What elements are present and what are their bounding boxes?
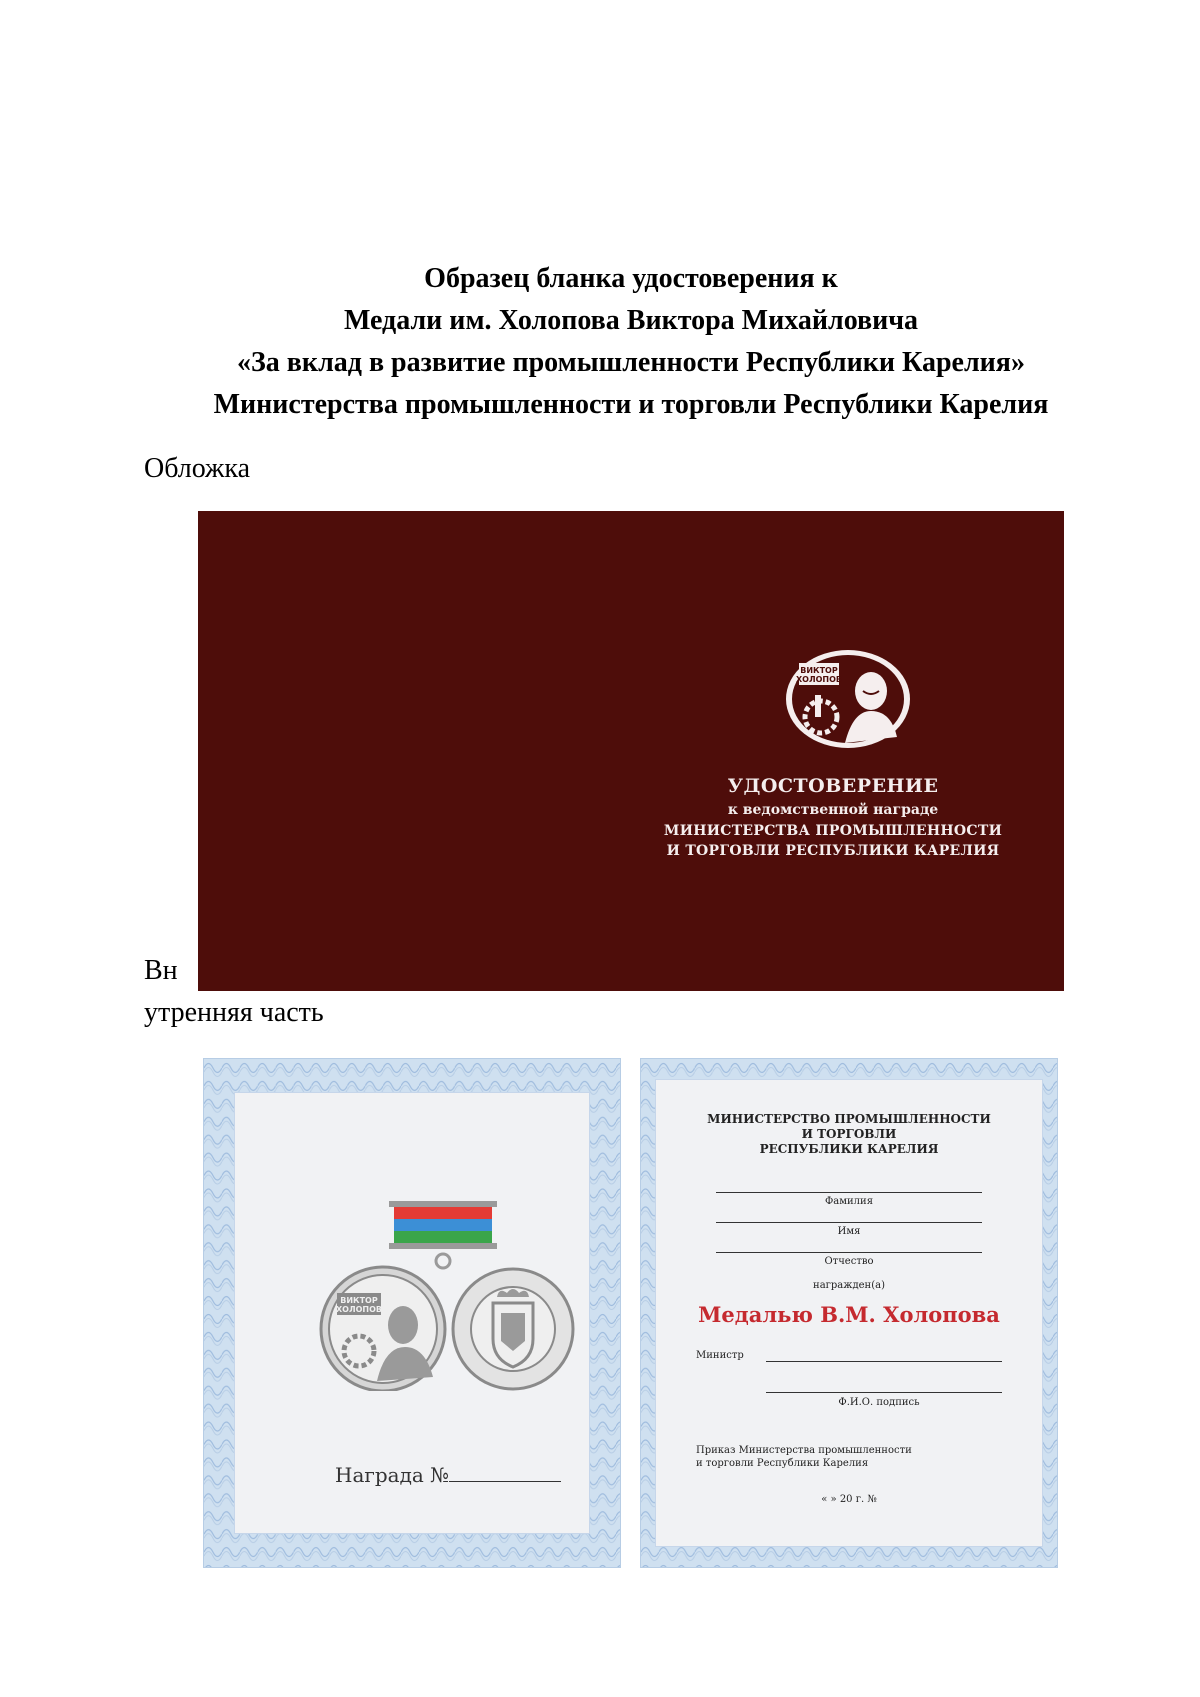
title-line-1: Образец бланка удостоверения к — [424, 263, 838, 294]
svg-text:ВИКТОР: ВИКТОР — [340, 1296, 378, 1305]
signature-caption: Ф.И.О. подпись — [838, 1397, 920, 1408]
award-number-blank — [449, 1466, 561, 1482]
cover-ministry-line-2: И ТОРГОВЛИ РЕСПУБЛИКИ КАРЕЛИЯ — [666, 843, 1000, 859]
inner-left-page — [203, 1058, 621, 1568]
minister-label: Министр — [696, 1350, 744, 1361]
medal-name: Медалью В.М. Холопова — [698, 1302, 1000, 1327]
medal-image-icon — [311, 1201, 581, 1391]
order-line-1: Приказ Министерства промышленности — [696, 1445, 912, 1456]
svg-text:ХОЛОПОВ: ХОЛОПОВ — [795, 675, 843, 684]
cover-heading: УДОСТОВЕРЕНИЕ — [727, 775, 939, 797]
title-line-3: «За вклад в развитие промышленности Республики Карелия» — [237, 347, 1025, 378]
document-title — [0, 258, 1200, 426]
award-number-field — [335, 1463, 561, 1487]
cover-label: Обложка — [144, 453, 250, 484]
title-line-4: Министерства промышленности и торговли Республики Карелия — [213, 389, 1049, 420]
name-line — [716, 1222, 982, 1223]
name-caption: Имя — [837, 1226, 861, 1237]
order-text — [696, 1444, 912, 1470]
ministry-header — [676, 1112, 1022, 1157]
left-page-inner — [234, 1092, 590, 1534]
ministry-header-line-3: РЕСПУБЛИКИ КАРЕЛИЯ — [759, 1142, 939, 1156]
surname-caption: Фамилия — [824, 1196, 874, 1207]
surname-line — [716, 1192, 982, 1193]
ministry-header-line-2: И ТОРГОВЛИ — [801, 1127, 897, 1141]
patronymic-line — [716, 1252, 982, 1253]
minister-line — [766, 1361, 1002, 1362]
cover-subheading: к ведомственной награде — [727, 802, 939, 818]
inner-label-end: утренняя часть — [144, 997, 324, 1028]
order-line-2: и торговли Республики Карелия — [696, 1458, 869, 1469]
award-number-label: Награда № — [335, 1463, 450, 1487]
cover-image — [198, 511, 1064, 991]
title-line-2: Медали им. Холопова Виктора Михайловича — [343, 305, 919, 336]
inner-right-page — [640, 1058, 1058, 1568]
holopov-emblem-icon — [783, 647, 913, 751]
ministry-header-line-1: МИНИСТЕРСТВО ПРОМЫШЛЕННОСТИ — [707, 1112, 991, 1126]
order-date: « » 20 г. № — [821, 1494, 877, 1505]
inner-label-start: Вн — [144, 955, 178, 986]
svg-text:ХОЛОПОВ: ХОЛОПОВ — [335, 1305, 383, 1314]
cover-ministry-line-1: МИНИСТЕРСТВА ПРОМЫШЛЕННОСТИ — [663, 823, 1003, 839]
right-page-inner — [655, 1079, 1043, 1547]
signature-line — [766, 1392, 1002, 1393]
awarded-caption: награжден(а) — [813, 1280, 885, 1291]
patronymic-caption: Отчество — [824, 1256, 874, 1267]
svg-text:ВИКТОР: ВИКТОР — [800, 666, 838, 675]
